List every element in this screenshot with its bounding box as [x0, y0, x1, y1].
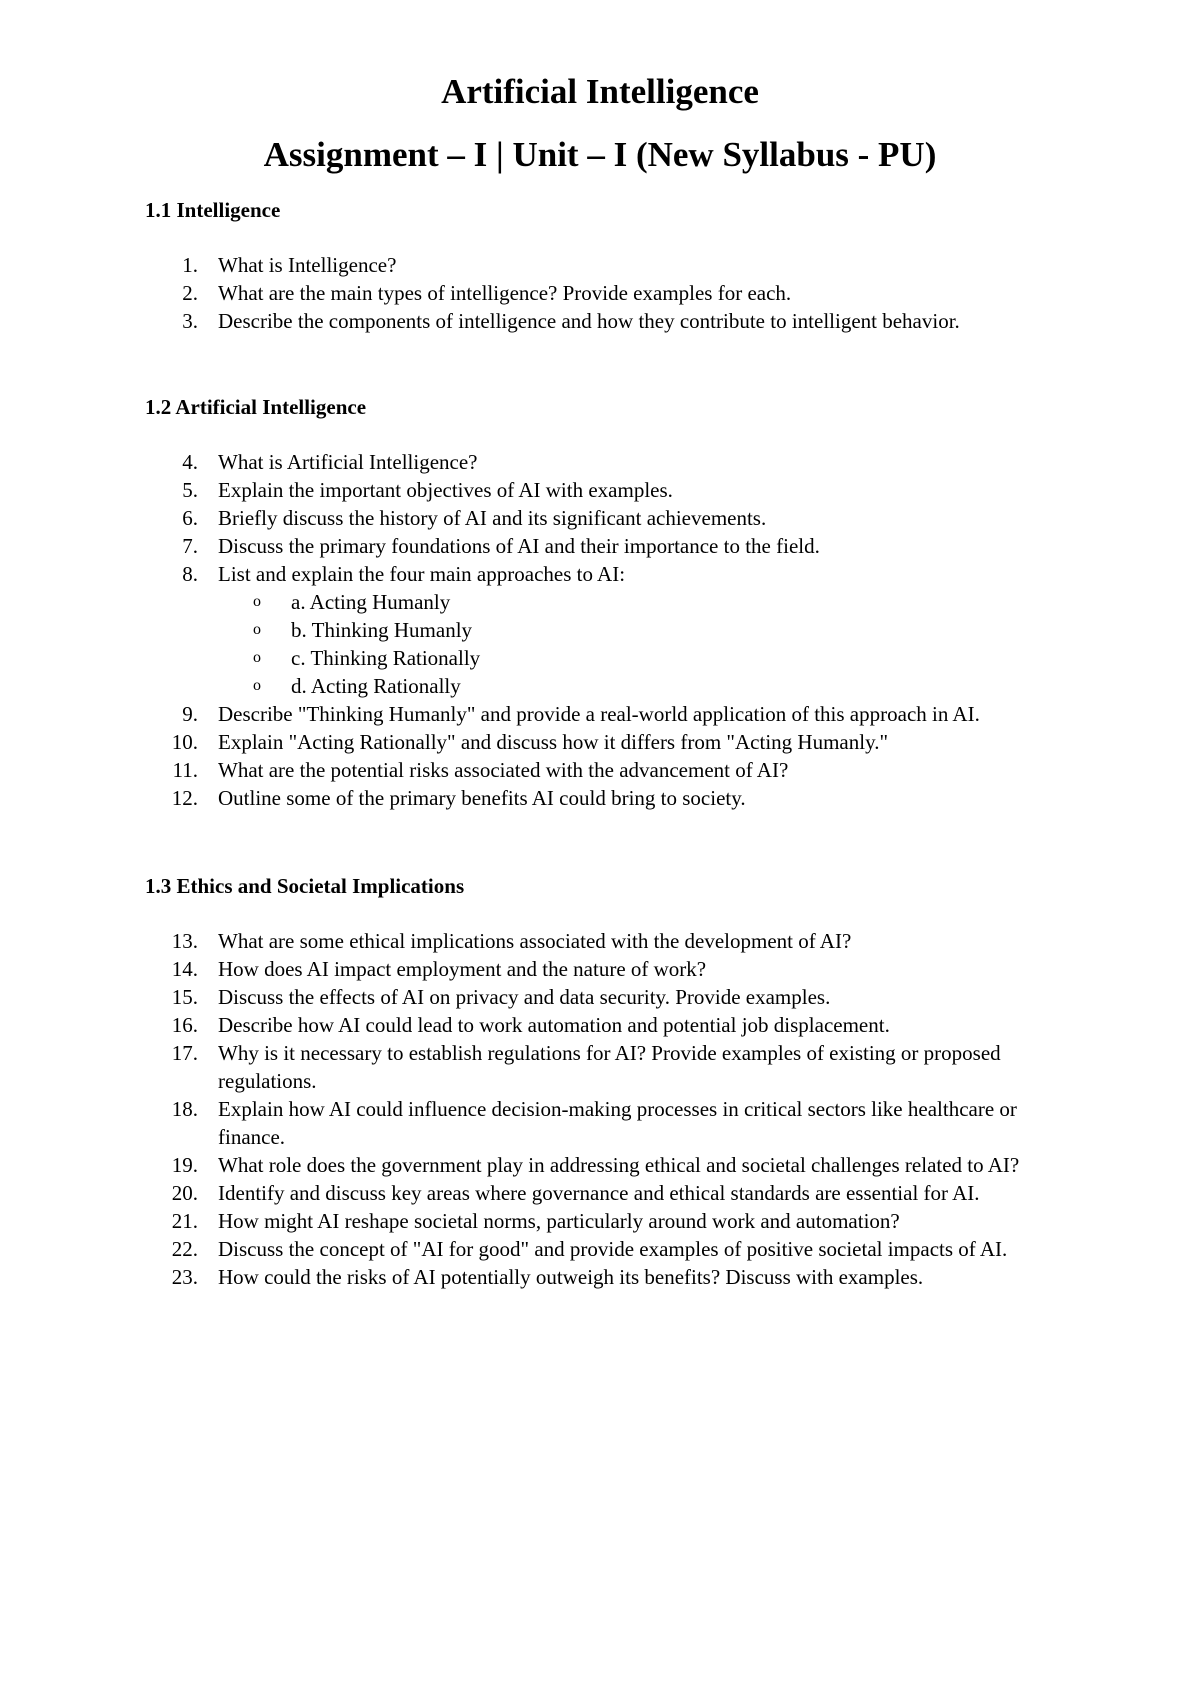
question-text: How could the risks of AI potentially outweigh its benefits? Discuss with examples. — [218, 1265, 924, 1289]
section-ethics-societal-implications — [145, 872, 1045, 1291]
question-item — [145, 279, 1038, 307]
question-number: 17. — [171, 1041, 198, 1065]
question-number: 22. — [171, 1237, 198, 1261]
question-text: Describe the components of intelligence and how they contribute to intelligent behavior. — [218, 309, 960, 333]
question-text: Describe how AI could lead to work automation and potential job displacement. — [218, 1013, 890, 1037]
question-item — [145, 756, 1038, 784]
question-item — [145, 784, 1038, 812]
section-heading: 1.1 Intelligence — [145, 198, 281, 222]
circle-bullet-icon: o — [253, 593, 261, 610]
question-text: Outline some of the primary benefits AI could bring to society. — [218, 786, 746, 810]
question-number: 15. — [171, 985, 198, 1009]
question-number: 11. — [172, 758, 198, 782]
question-number: 14. — [171, 957, 198, 981]
question-item — [145, 251, 1038, 279]
question-item — [145, 1151, 1038, 1179]
question-item — [145, 532, 1038, 560]
question-item — [145, 1207, 1038, 1235]
question-number: 13. — [171, 929, 198, 953]
question-text: Describe "Thinking Humanly" and provide a real-world application of this approach in AI. — [218, 702, 980, 726]
question-list — [145, 448, 1045, 812]
question-number: 7. — [182, 534, 198, 558]
question-number: 6. — [182, 506, 198, 530]
sub-item — [145, 616, 1045, 644]
question-number: 16. — [171, 1013, 198, 1037]
question-text: What are the potential risks associated with the advancement of AI? — [218, 758, 789, 782]
question-text: What is Intelligence? — [218, 253, 397, 277]
question-item — [145, 728, 1038, 756]
document-subtitle: Assignment – I | Unit – I (New Syllabus - PU) — [263, 135, 937, 174]
question-text: Explain how AI could influence decision-making processes in critical sectors like healthcare or finance. — [218, 1097, 1017, 1149]
question-item — [145, 1263, 1038, 1291]
sub-item-list — [145, 588, 1045, 700]
question-number: 10. — [171, 730, 198, 754]
question-number: 8. — [182, 562, 198, 586]
question-list — [145, 251, 1045, 335]
question-item — [145, 1095, 1038, 1151]
question-text: Discuss the concept of "AI for good" and provide examples of positive societal impacts of AI. — [218, 1237, 1008, 1261]
question-number: 21. — [171, 1209, 198, 1233]
question-item — [145, 1235, 1038, 1263]
section-heading: 1.3 Ethics and Societal Implications — [145, 874, 465, 898]
question-number: 18. — [171, 1097, 198, 1121]
question-number: 9. — [182, 702, 198, 726]
sub-item — [145, 588, 1045, 616]
question-text: Explain the important objectives of AI with examples. — [218, 478, 673, 502]
question-text: How does AI impact employment and the nature of work? — [218, 957, 707, 981]
question-text: Discuss the effects of AI on privacy and data security. Provide examples. — [218, 985, 831, 1009]
question-item — [145, 476, 1038, 504]
circle-bullet-icon: o — [253, 621, 261, 638]
question-number: 1. — [182, 253, 198, 277]
section-heading: 1.2 Artificial Intelligence — [145, 395, 367, 419]
question-number: 23. — [171, 1265, 198, 1289]
question-item — [145, 700, 1038, 728]
question-number: 4. — [182, 450, 198, 474]
document-title: Artificial Intelligence — [441, 72, 759, 111]
sub-item-text: b. Thinking Humanly — [291, 618, 473, 642]
section-artificial-intelligence — [145, 393, 1045, 812]
sub-item-text: a. Acting Humanly — [291, 590, 451, 614]
circle-bullet-icon: o — [253, 677, 261, 694]
question-number: 12. — [171, 786, 198, 810]
question-item — [145, 983, 1038, 1011]
question-item — [145, 448, 1038, 476]
question-number: 2. — [182, 281, 198, 305]
question-number: 5. — [182, 478, 198, 502]
sub-item-text: c. Thinking Rationally — [291, 646, 481, 670]
question-text: Explain "Acting Rationally" and discuss how it differs from "Acting Humanly." — [218, 730, 889, 754]
question-item — [145, 1039, 1038, 1095]
question-item — [145, 560, 1038, 588]
question-item — [145, 504, 1038, 532]
question-item — [145, 955, 1038, 983]
sub-item-text: d. Acting Rationally — [291, 674, 461, 698]
section-intelligence — [145, 196, 1045, 335]
question-number: 19. — [171, 1153, 198, 1177]
question-list — [145, 927, 1045, 1291]
question-text: List and explain the four main approaches to AI: — [218, 562, 626, 586]
sub-list-container — [145, 588, 1045, 700]
question-item — [145, 1011, 1038, 1039]
question-number: 3. — [182, 309, 198, 333]
circle-bullet-icon: o — [253, 649, 261, 666]
question-text: What is Artificial Intelligence? — [218, 450, 478, 474]
question-text: Briefly discuss the history of AI and its significant achievements. — [218, 506, 767, 530]
question-text: Why is it necessary to establish regulations for AI? Provide examples of existing or proposed regulations. — [218, 1041, 1001, 1093]
question-text: What are the main types of intelligence? Provide examples for each. — [218, 281, 792, 305]
question-item — [145, 927, 1038, 955]
question-text: What are some ethical implications associated with the development of AI? — [218, 929, 852, 953]
question-text: How might AI reshape societal norms, particularly around work and automation? — [218, 1209, 900, 1233]
question-text: What role does the government play in addressing ethical and societal challenges related to AI? — [218, 1153, 1020, 1177]
sub-item — [145, 672, 1045, 700]
question-text: Identify and discuss key areas where governance and ethical standards are essential for AI. — [218, 1181, 980, 1205]
question-item — [145, 1179, 1038, 1207]
sub-item — [145, 644, 1045, 672]
question-number: 20. — [171, 1181, 198, 1205]
question-text: Discuss the primary foundations of AI and their importance to the field. — [218, 534, 820, 558]
question-item — [145, 307, 1038, 335]
